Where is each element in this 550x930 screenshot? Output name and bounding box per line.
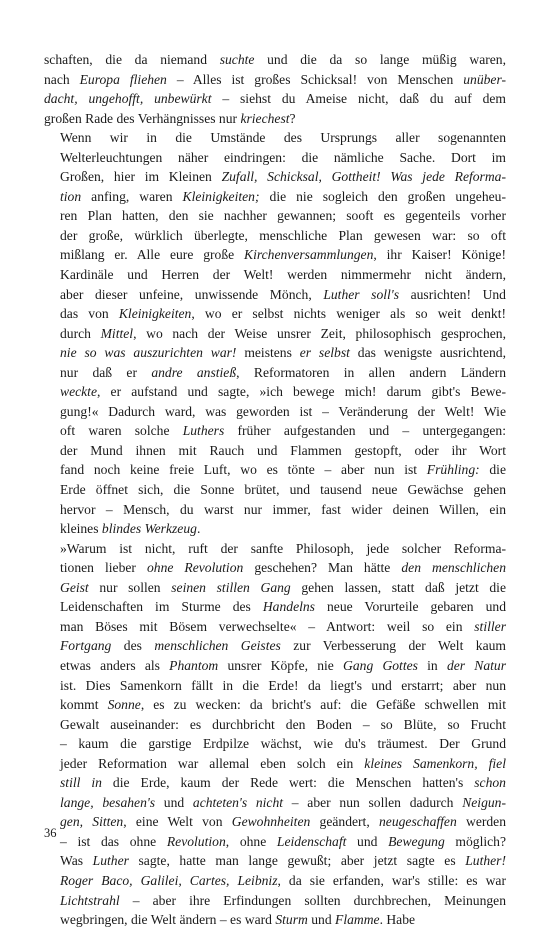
- italic-text: Mittel: [100, 325, 134, 341]
- paragraph: [44, 539, 506, 930]
- text-line: [44, 421, 506, 441]
- text-segment: – aber ihre Erfindungen sollten durchbrechen, Meinungen: [119, 892, 506, 908]
- text-line: [44, 245, 506, 265]
- italic-text: Gewohnheiten: [231, 814, 311, 830]
- text-segment: und: [307, 912, 336, 928]
- text-segment: Kardinäle und Herren der Welt! werden nimmermehr nicht ändern,: [60, 267, 506, 283]
- italic-text: suchte: [219, 52, 255, 67]
- italic-text: den menschlichen: [401, 560, 507, 576]
- text-segment: , ihr Kaiser! Könige!: [373, 247, 506, 263]
- text-line: [44, 910, 506, 930]
- text-segment: kommt: [60, 697, 108, 713]
- italic-text: lange, besahen's: [60, 794, 156, 810]
- italic-text: Fortgang: [60, 638, 112, 654]
- text-segment: das von: [60, 306, 119, 322]
- italic-text: Luther soll's: [323, 286, 399, 302]
- text-line: [44, 50, 506, 70]
- text-segment: geschehen? Man hätte: [243, 560, 402, 576]
- text-segment: in: [417, 657, 447, 673]
- text-segment: , eine Welt von: [123, 814, 232, 830]
- text-segment: früher aufgestanden und – untergegangen:: [224, 423, 506, 439]
- text-segment: die: [479, 462, 506, 478]
- italic-text: Luther!: [465, 853, 506, 869]
- text-line: [44, 187, 506, 207]
- text-segment: Was: [60, 853, 93, 869]
- text-line: [44, 304, 506, 324]
- text-line: [44, 363, 506, 383]
- text-segment: etwas anders als: [60, 657, 170, 673]
- text-segment: ?: [289, 110, 296, 126]
- text-line: [44, 382, 506, 402]
- text-segment: sagte, hatte man lange gewußt; aber jetzt sagte es: [128, 853, 466, 869]
- italic-text: er selbst: [299, 345, 350, 361]
- text-segment: . Habe: [379, 912, 416, 928]
- text-segment: zur Verbesserung der Welt kaum: [280, 638, 506, 654]
- text-line: [44, 597, 506, 617]
- text-line: [44, 480, 506, 500]
- text-segment: nach: [44, 71, 80, 87]
- text-segment: anfing, waren: [81, 188, 183, 204]
- text-segment: fand noch keine freie Luft, wo es tönte – aber nun ist: [60, 462, 427, 478]
- text-segment: unsrer Köpfe, nie: [218, 657, 344, 673]
- text-segment: meistens: [236, 345, 300, 361]
- text-segment: gung!« Dadurch ward, was geworden ist – Veränderung der Welt! Wie: [60, 403, 506, 419]
- text-line: [44, 285, 506, 305]
- text-line: [44, 734, 506, 754]
- text-line: [44, 558, 506, 578]
- text-segment: neue Vorurteile gebaren und: [314, 599, 506, 615]
- text-segment: – kaum die garstige Erdpilze wächst, wie du's träumest. Der Grund: [60, 736, 506, 752]
- text-segment: und die da so lange müßig waren,: [254, 52, 506, 67]
- text-segment: ausrichten! Und: [399, 286, 506, 302]
- text-line: [44, 715, 506, 735]
- text-segment: großen Rade des Verhängnisses nur: [44, 110, 241, 126]
- text-segment: jeder Reformation war allemal eben solch ein: [60, 755, 365, 771]
- text-segment: nur sollen: [88, 579, 172, 595]
- text-segment: – siehst du Ameise nicht, daß du auf dem: [211, 91, 506, 107]
- text-line: [44, 695, 506, 715]
- italic-text: achteten's nicht: [192, 794, 284, 810]
- italic-text: Luther: [92, 853, 129, 869]
- text-line: [44, 265, 506, 285]
- italic-text: schon: [474, 775, 506, 791]
- italic-text: Luthers: [182, 423, 225, 439]
- italic-text: Handelns: [262, 599, 315, 615]
- text-line: [44, 128, 506, 148]
- italic-text: nie so was auszurichten war!: [60, 345, 237, 361]
- text-line: [44, 89, 506, 109]
- italic-text: Sturm: [275, 912, 308, 928]
- page: [44, 50, 506, 930]
- italic-text: neugeschaffen: [378, 814, 457, 830]
- italic-text: Bewegung: [388, 833, 445, 849]
- italic-text: tion: [60, 188, 82, 204]
- text-segment: der Mund ihnen mit Rauch und Flammen gestopft, oder ihr Wort: [60, 442, 506, 458]
- italic-text: Kirchenversammlungen: [244, 247, 374, 263]
- text-segment: Gewalt auseinander: es durchbricht den Boden – so Blüte, so Frucht: [60, 716, 506, 732]
- text-line: [44, 832, 506, 852]
- text-line: [44, 578, 506, 598]
- text-segment: – aber nun sollen dadurch: [283, 794, 463, 810]
- text-line: [44, 539, 506, 559]
- text-segment: des: [111, 638, 155, 654]
- text-line: [44, 676, 506, 696]
- text-segment: ren Plan hatten, den sie nachher gewannen; sooft es gegenteils vorher: [60, 208, 506, 224]
- text-segment: die Erde, kaum der Rede wert: die Menschen hatten's: [101, 775, 475, 791]
- italic-text: andre anstieß: [151, 364, 237, 380]
- italic-text: kleines Samenkorn, fiel: [364, 755, 506, 771]
- italic-text: Gang Gottes: [343, 657, 418, 673]
- italic-text: Zufall, Schicksal, Gottheit! Was jede Reforma-: [221, 169, 506, 185]
- italic-text: ohne Revolution: [146, 560, 244, 576]
- text-line: [44, 793, 506, 813]
- text-segment: die nie sogleich den großen ungeheu-: [259, 188, 506, 204]
- text-segment: , es zu wecken: da bricht's auf: die Gefäße schwellen mit: [140, 697, 506, 713]
- italic-text: weckte: [60, 384, 97, 400]
- italic-text: stiller: [474, 618, 506, 634]
- text-segment: gehen lassen, statt daß jetzt die: [290, 579, 506, 595]
- text-segment: hervor – Mensch, du warst nur immer, fast wider deinen Willen, ein: [60, 501, 506, 517]
- text-segment: tionen lieber: [60, 560, 147, 576]
- italic-text: blindes Werkzeug: [101, 521, 197, 537]
- text-segment: wegbringen, die Welt ändern – es ward: [60, 912, 276, 928]
- text-segment: geändert,: [310, 814, 379, 830]
- italic-text: Lichtstrahl: [60, 892, 120, 908]
- body-text: [44, 50, 506, 930]
- text-segment: möglich?: [444, 833, 507, 849]
- italic-text: gen, Sitten: [60, 814, 124, 830]
- text-line: [44, 656, 506, 676]
- text-line: [44, 109, 506, 129]
- paragraph: [44, 128, 506, 538]
- text-segment: .: [196, 521, 201, 537]
- text-segment: das wenigste ausrichtend,: [349, 345, 506, 361]
- italic-text: seinen stillen Gang: [171, 579, 291, 595]
- text-line: [44, 226, 506, 246]
- text-segment: Wenn wir in die Umstände des Ursprungs aller sogenannten: [60, 130, 506, 146]
- italic-text: Phantom: [169, 657, 219, 673]
- italic-text: Geist: [60, 579, 89, 595]
- text-segment: und: [155, 794, 193, 810]
- italic-text: still in: [60, 775, 102, 791]
- italic-text: menschlichen Geistes: [154, 638, 281, 654]
- text-line: [44, 206, 506, 226]
- text-line: [44, 891, 506, 911]
- text-segment: – ist das ohne: [60, 833, 167, 849]
- text-line: [44, 500, 506, 520]
- text-segment: , wo er selbst nichts weniger als so weit denkt!: [191, 306, 506, 322]
- text-line: [44, 519, 506, 539]
- text-segment: aber dieser unfeine, unwissende Mönch,: [60, 286, 324, 302]
- text-line: [44, 773, 506, 793]
- italic-text: kriechest: [240, 110, 290, 126]
- italic-text: Kleinigkeiten;: [182, 188, 260, 204]
- text-line: [44, 851, 506, 871]
- italic-text: Roger Baco, Galilei, Cartes, Leibniz: [60, 872, 278, 888]
- text-segment: und: [346, 833, 389, 849]
- italic-text: Sonne: [107, 697, 141, 713]
- text-segment: Welterleuchtungen näher eindringen: die nämliche Sache. Dort im: [60, 149, 506, 165]
- text-line: [44, 871, 506, 891]
- text-line: [44, 148, 506, 168]
- text-line: [44, 70, 506, 90]
- text-line: [44, 617, 506, 637]
- text-line: [44, 460, 506, 480]
- text-segment: werden: [456, 814, 507, 830]
- text-line: [44, 402, 506, 422]
- text-line: [44, 441, 506, 461]
- text-segment: , wo nach der Weise unsrer Zeit, philosophisch gesprochen,: [133, 325, 506, 341]
- text-line: [44, 754, 506, 774]
- text-segment: kleines: [60, 521, 102, 537]
- text-line: [44, 167, 506, 187]
- text-line: [44, 636, 506, 656]
- page-number: 36: [44, 826, 57, 840]
- text-segment: – Alles ist großes Schicksal! von Menschen: [166, 71, 464, 87]
- italic-text: Leidenschaft: [276, 833, 347, 849]
- text-segment: , da sie erfanden, war's stille: es war: [277, 872, 506, 888]
- text-line: [44, 343, 506, 363]
- italic-text: Kleinigkeiten: [118, 306, 192, 322]
- text-segment: »Warum ist nicht, ruft der sanfte Philosoph, jede solcher Reforma-: [60, 540, 506, 556]
- italic-text: der Natur: [446, 657, 506, 673]
- paragraph: [44, 50, 506, 128]
- text-line: [44, 324, 506, 344]
- text-line: [44, 812, 506, 832]
- italic-text: dacht, ungehofft, unbewürkt: [44, 91, 212, 107]
- text-segment: ist. Dies Samenkorn fällt in die Erde! da liegt's und erstarrt; aber nun: [60, 677, 506, 693]
- text-segment: mißlang er. Alle eure große: [60, 247, 245, 263]
- text-segment: der große, würklich überlegte, menschliche Plan gewesen war: so oft: [60, 227, 506, 243]
- text-segment: , Reformatoren in allen andern Ländern: [236, 364, 506, 380]
- italic-text: Revolution: [166, 833, 226, 849]
- text-segment: schaften, die da niemand: [44, 52, 220, 67]
- italic-text: unüber-: [463, 71, 507, 87]
- text-segment: Großen, hier im Kleinen: [60, 169, 222, 185]
- text-segment: oft waren solche: [60, 423, 183, 439]
- text-segment: durch: [60, 325, 101, 341]
- italic-text: Europa fliehen: [79, 71, 167, 87]
- italic-text: Neigun-: [462, 794, 506, 810]
- text-segment: man Böses mit Bösem verwechselte« – Antwort: weil so ein: [60, 618, 475, 634]
- text-segment: , ohne: [225, 833, 277, 849]
- text-segment: , er aufstand und sagte, »ich bewege mich! darum gibt's Bewe-: [96, 384, 506, 400]
- text-segment: Erde öffnet sich, die Sonne brütet, und tausend neue Gewächse gehen: [60, 482, 506, 498]
- italic-text: Flamme: [335, 912, 380, 928]
- text-segment: nur daß er: [60, 364, 152, 380]
- italic-text: Frühling:: [426, 462, 480, 478]
- text-segment: Leidenschaften im Sturme des: [60, 599, 263, 615]
